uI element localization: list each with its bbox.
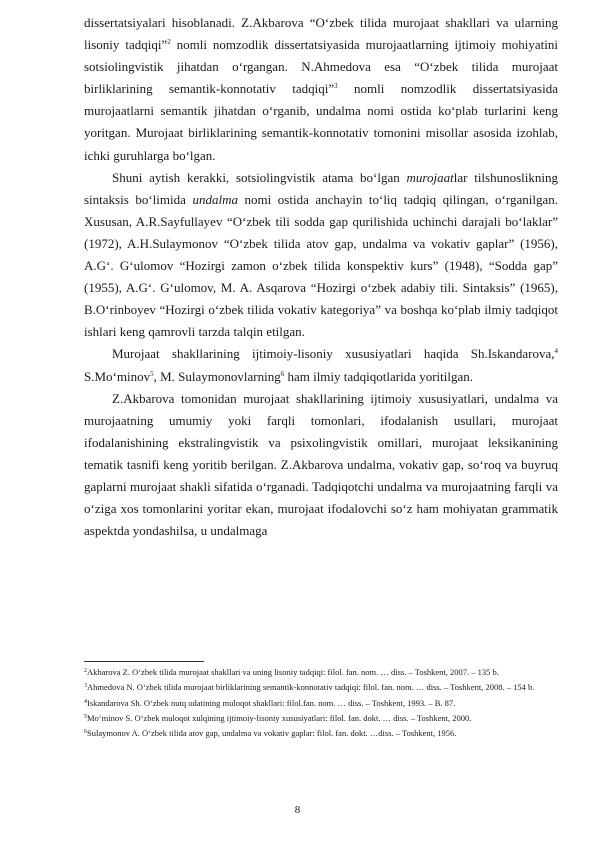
paragraph-3-text-b: S.Mo‘minov: [84, 368, 151, 384]
footnotes: [84, 665, 558, 741]
footnote-number: 5: [84, 713, 87, 720]
footnote-5: [84, 711, 558, 726]
page-number: 8: [294, 804, 301, 816]
footnote-ref-4[interactable]: 4: [554, 347, 558, 356]
paragraph-2: [84, 167, 558, 344]
document-body: [84, 12, 558, 542]
footnote-text: Mo‘minov S. O‘zbek muloqot xulqining ijtimoiy-lisoniy xususiyatlari: filol. fan. dokt. … diss. – Toshkent, 2000.: [87, 712, 472, 723]
paragraph-1-text-a: dissertatsiyalari hisoblanadi. Z.Akbarova “O‘zbek tilida murojaat shakllari va ularning lisoniy tadqiqi”: [84, 15, 558, 53]
paragraph-1: [84, 12, 558, 167]
italic-term-undalma: undalma: [192, 191, 238, 207]
footnote-number: 2: [84, 668, 87, 674]
paragraph-3-text-a: Murojaat shakllarining ijtimoiy-lisoniy xususiyatlari haqida Sh.Iskandarova,: [112, 346, 555, 362]
footnote-number: 3: [84, 683, 87, 690]
footnote-text: Akbarova Z. O‘zbek tilida murojaat shakllari va uning lisoniy tadqiqi: filol. fan. nom. … diss. – Toshkent, 2007. – 135 b.: [87, 667, 499, 677]
paragraph-4: Z.Akbarova tomonidan murojaat shakllarining ijtimoiy xususiyatlari, undalma va murojaatning umumiy yoki farqli tomonlari, ifodalanish usullari, murojaat ifodalanishining ekstralingvistik va psixolingvistik omillari, murojaat leksikanining tematik tasnifi keng yoritib berilgan. Z.Akbarova undalma, vokativ gap, so‘roq va buyruq gaplarni murojaat shakli sifatida o‘rganadi. Tadqiqotchi undalma va murojaatning farqli va o‘ziga xos tomonlarini yoritar ekan, murojaat ifodalovchi so‘z ham mohiyatan grammatik aspektda yondashilsa, u undalmaga: [84, 390, 558, 539]
footnote-separator: [84, 661, 204, 662]
paragraph-1-text-c: nomli nomzodlik dissertatsiyasida murojaatlarni semantik jihatdan o‘rganib, undalma nomi ostida ko‘plab turlarini keng yoritgan. Murojaat birliklarining semantik-konnotativ tomonini misollar asosida izohlab, ichki guruhlarga bo‘lgan.: [84, 81, 559, 163]
footnote-ref-5[interactable]: 5: [150, 369, 154, 378]
footnote-ref-2[interactable]: 2: [167, 38, 171, 47]
footnote-text: Sulaymonov A. O‘zbek tilida atov gap, undalma va vokativ gaplar: filol. fan. dokt. …diss. – Toshkent, 1956.: [87, 728, 457, 739]
footnote-number: 4: [84, 698, 87, 705]
footnote-text: Iskandarova Sh. O‘zbek nutq odatining muloqot shakllari: filol.fan. nom. … diss. – Toshkent, 1993. – B. 87.: [87, 697, 456, 708]
italic-term-murojaat: murojaat: [406, 169, 454, 185]
paragraph-3: [84, 343, 558, 387]
footnote-4: [84, 696, 558, 711]
paragraph-3-text-c: , M. Sulaymonovlarning: [153, 368, 281, 384]
paragraph-2-text-a: Shuni aytish kerakki, sotsiolingvistik atama bo‘lgan: [112, 169, 407, 185]
footnote-number: 6: [84, 729, 87, 736]
footnote-2: [84, 665, 558, 680]
footnote-text: Ahmedova N. O‘zbek tilida murojaat birliklarining semantik-konnotativ tadqiqi: filol. fan. nom. … diss. – Toshkent, 2008. – 154 b.: [87, 682, 535, 693]
paragraph-3-text-d: ham ilmiy tadqiqotlarida yoritilgan.: [284, 368, 474, 384]
paragraph-2-text-b: lar tilshunoslikning sintaksis bo‘limida: [84, 169, 558, 207]
footnote-3: [84, 680, 558, 695]
paragraph-2-text-c: nomi ostida anchayin to‘liq tadqiq qilingan, o‘rganilgan. Xususan, A.R.Sayfullayev “O‘zbek tili sodda gap qurilishida uchinchi darajali bo‘laklar” (1972), A.H.Sulaymonov “O‘zbek tilida atov gap, undalma va vokativ gaplar” (1956), A.G‘. G‘ulomov “Hozirgi zamon o‘zbek tilida konspektiv kurs” (1948), “Sodda gap” (1955), A.G‘. G‘ulomov, M. A. Asqarova “Hozirgi o‘zbek adabiy tili. Sintaksis” (1965), B.O‘rinboyev “Hozirgi o‘zbek tilida vokativ kategoriya” va boshqa ko‘plab ilmiy tadqiqot ishlari keng qamrovli tarzda talqin etilgan.: [84, 191, 558, 340]
footnote-ref-3[interactable]: 3: [334, 82, 338, 91]
footnote-6: [84, 726, 558, 741]
footnote-ref-6[interactable]: 6: [280, 369, 285, 378]
paragraph-1-text-b: nomli nomzodlik dissertatsiyasida murojaatlarning ijtimoiy mohiyatini sotsiolingvistik jihatdan o‘rgangan. N.Ahmedova esa “O‘zbek tilida murojaat birliklarining semantik-konnotativ tadqiqi”: [84, 37, 558, 97]
